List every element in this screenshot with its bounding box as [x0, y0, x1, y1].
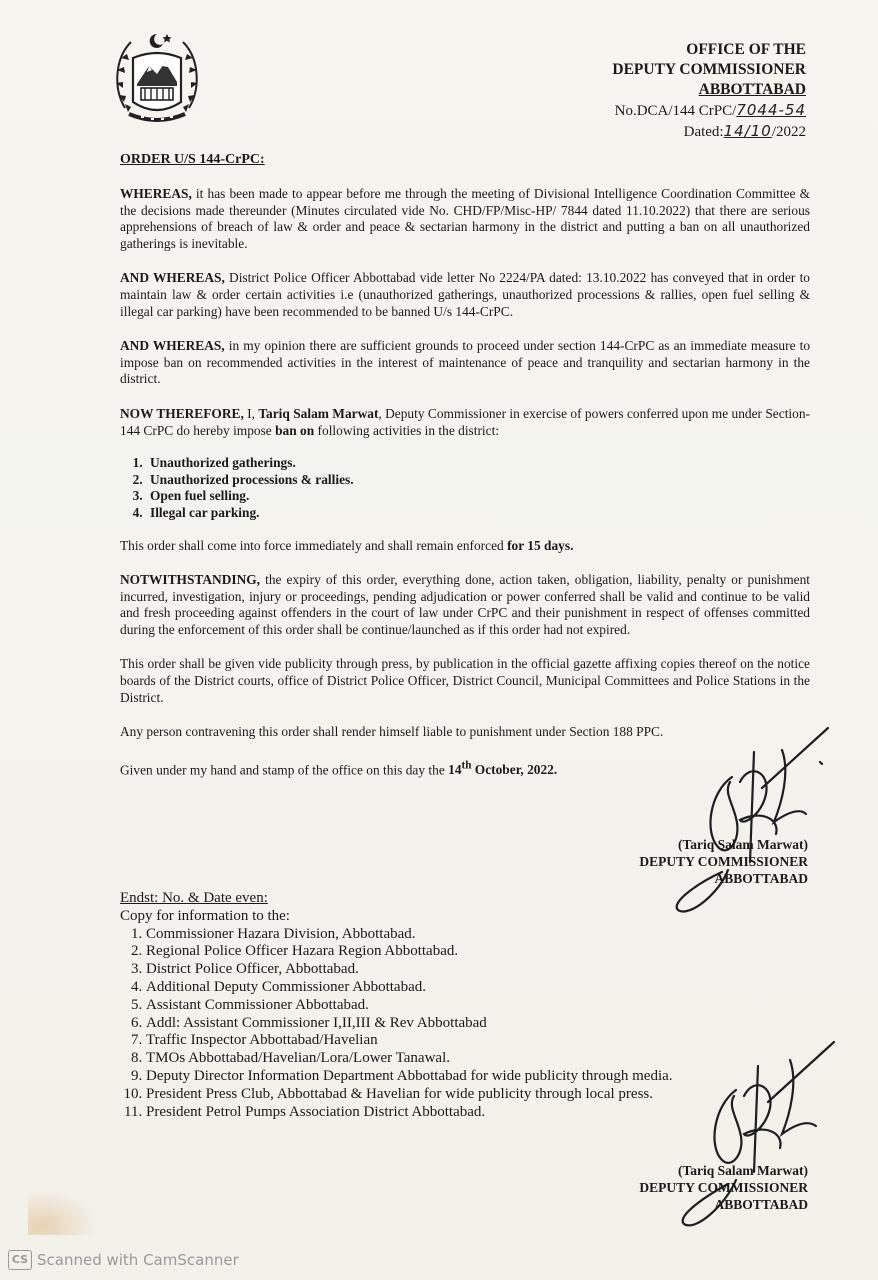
- paragraph-whereas: [120, 186, 810, 252]
- paragraph-publicity: This order shall be given vide publicity through press, by publication in the official gazette affixing copies thereof on the notice boards of the District courts, office of District Police Officer, District Council, Municipal Committees and Police Stations in the District.: [120, 656, 810, 705]
- duration-bold: for 15 days.: [507, 537, 574, 553]
- signature-block: [639, 1162, 808, 1213]
- paragraph-notwithstanding: [120, 572, 810, 638]
- dated-prefix: Dated:: [683, 124, 724, 140]
- list-item: 3. District Police Officer, Abbottabad.: [146, 961, 760, 979]
- banned-activities-list: [120, 455, 810, 521]
- paragraph-text: in my opinion there are sufficient grounds to proceed under section 144-CrPC as an immediate measure to impose ban on recommended activities in the interest of maintenance of peace and tranquility and sectarian harmony in the district.: [120, 338, 811, 387]
- signature-block: [639, 836, 808, 887]
- list-item: 2. Regional Police Officer Hazara Region Abbottabad.: [146, 943, 760, 961]
- camscanner-logo-icon: CS: [8, 1250, 32, 1270]
- list-item: 2. Unauthorized processions & rallies.: [146, 472, 810, 489]
- signatory-name: (Tariq Salam Marwat): [678, 1163, 808, 1178]
- reference-handwritten: 7044-54: [736, 101, 806, 119]
- list-item: 6. Addl: Assistant Commissioner I,II,III & Rev Abbottabad: [146, 1015, 760, 1033]
- endorsement-intro: Copy for information to the:: [120, 907, 290, 924]
- order-heading: ORDER U/S 144-CrPC:: [120, 152, 265, 167]
- reference-number: [612, 100, 806, 121]
- signatory-title: DEPUTY COMMISSIONER: [639, 854, 808, 869]
- signatory-title: DEPUTY COMMISSIONER: [639, 1180, 808, 1195]
- watermark-text: Scanned with CamScanner: [37, 1251, 239, 1269]
- paragraph-text: it has been made to appear before me through the meeting of Divisional Intelligence Coordination Committee & the decisions made thereunder (Minutes circulated vide No. CHD/FP/Misc-HP/ 7844 dated 11.10.2022) that there are serious apprehensions of breach of law & order and peace & sectarian harmony in the district and putting a ban on all unauthorized gatherings is inevitable.: [120, 186, 810, 251]
- list-item: 10. President Press Club, Abbottabad & Havelian for wide publicity through local press.: [146, 1086, 760, 1104]
- list-item: 11. President Petrol Pumps Association District Abbottabad.: [146, 1104, 760, 1122]
- signatory-place: ABBOTTABAD: [714, 1197, 808, 1212]
- office-line-3: ABBOTTABAD: [698, 81, 806, 98]
- paragraph-text: following activities in the district:: [314, 422, 500, 438]
- paragraph-penalty: Any person contravening this order shall render himself liable to punishment under Section 188 PPC.: [120, 724, 664, 740]
- list-item: 4. Additional Deputy Commissioner Abbottabad.: [146, 979, 760, 997]
- paragraph-text: the expiry of this order, everything done, action taken, obligation, liability, penalty or punishment incurred, investigation, injury or proceedings, pending adjudication or power conferred shall be valid and continue to be valid and fresh proceeding against offenders in the court of law under CrPC and their punishment in respect of offenses committed during the enforcement of this order shall be continue/launched as if this order had not expired.: [120, 572, 810, 637]
- paragraph-lead: WHEREAS,: [120, 186, 192, 201]
- list-item: 7. Traffic Inspector Abbottabad/Havelian: [146, 1032, 760, 1050]
- list-item: 9. Deputy Director Information Department Abbottabad for wide publicity through media.: [146, 1068, 760, 1086]
- paragraph-text: This order shall come into force immediately and shall remain enforced: [120, 537, 508, 553]
- list-item: 4. Illegal car parking.: [146, 505, 810, 522]
- list-item: 8. TMOs Abbottabad/Havelian/Lora/Lower Tanawal.: [146, 1050, 760, 1068]
- paragraph-and-whereas-1: [120, 270, 810, 320]
- given-day: 14: [448, 762, 462, 778]
- given-date: October, 2022.: [471, 762, 558, 778]
- paragraph-now-therefore: [120, 406, 810, 439]
- paragraph-lead: AND WHEREAS,: [120, 338, 225, 354]
- given-day-suffix: th: [461, 759, 472, 772]
- paragraph-text: , Deputy Commissioner in exercise of powers conferred upon me under Section-144 CrPC do hereby impose: [120, 405, 810, 438]
- ban-keyword: ban on: [275, 422, 315, 438]
- paragraph-text: Given under my hand and stamp of the office on this day the: [120, 762, 449, 778]
- office-line-2: DEPUTY COMMISSIONER: [612, 61, 806, 78]
- dated-line: [612, 121, 806, 142]
- list-item: 1. Commissioner Hazara Division, Abbottabad.: [146, 926, 760, 944]
- paragraph-text: District Police Officer Abbottabad vide letter No 2224/PA dated: 13.10.2022 has conveyed that in order to maintain law & order certain activities i.e (unauthorized gatherings, unauthorized processions & rallies, open fuel selling & illegal car parking) have been recommended to be banned U/s 144-CrPC.: [120, 270, 811, 319]
- reference-prefix: No.DCA/144 CrPC/: [614, 103, 737, 119]
- signatory-name: (Tariq Salam Marwat): [678, 837, 808, 852]
- paragraph-and-whereas-2: [120, 338, 810, 388]
- dated-suffix: /2022: [771, 124, 806, 140]
- paragraph-text: I,: [243, 405, 259, 421]
- list-item: 5. Assistant Commissioner Abbottabad.: [146, 997, 760, 1015]
- paragraph-lead: AND WHEREAS,: [120, 270, 225, 286]
- copy-recipients-list: [120, 926, 760, 1122]
- list-item: 3. Open fuel selling.: [146, 488, 810, 505]
- list-item: 1. Unauthorized gatherings.: [146, 455, 810, 472]
- paragraph-lead: NOW THEREFORE,: [120, 405, 244, 421]
- scanner-watermark: [8, 1250, 239, 1270]
- endorsement-section: [120, 890, 760, 1121]
- dated-handwritten: 14/10: [723, 122, 772, 140]
- government-emblem-icon: [107, 28, 207, 132]
- paragraph-duration: [120, 538, 810, 555]
- endorsement-heading: Endst: No. & Date even:: [120, 890, 268, 906]
- office-line-1: OFFICE OF THE: [686, 41, 806, 58]
- commissioner-name: Tariq Salam Marwat: [258, 405, 379, 421]
- order-body: [120, 186, 810, 797]
- paper-stain: [28, 1190, 98, 1235]
- office-header: [612, 40, 806, 142]
- paragraph-lead: NOTWITHSTANDING,: [120, 572, 261, 588]
- signatory-place: ABBOTTABAD: [714, 871, 808, 886]
